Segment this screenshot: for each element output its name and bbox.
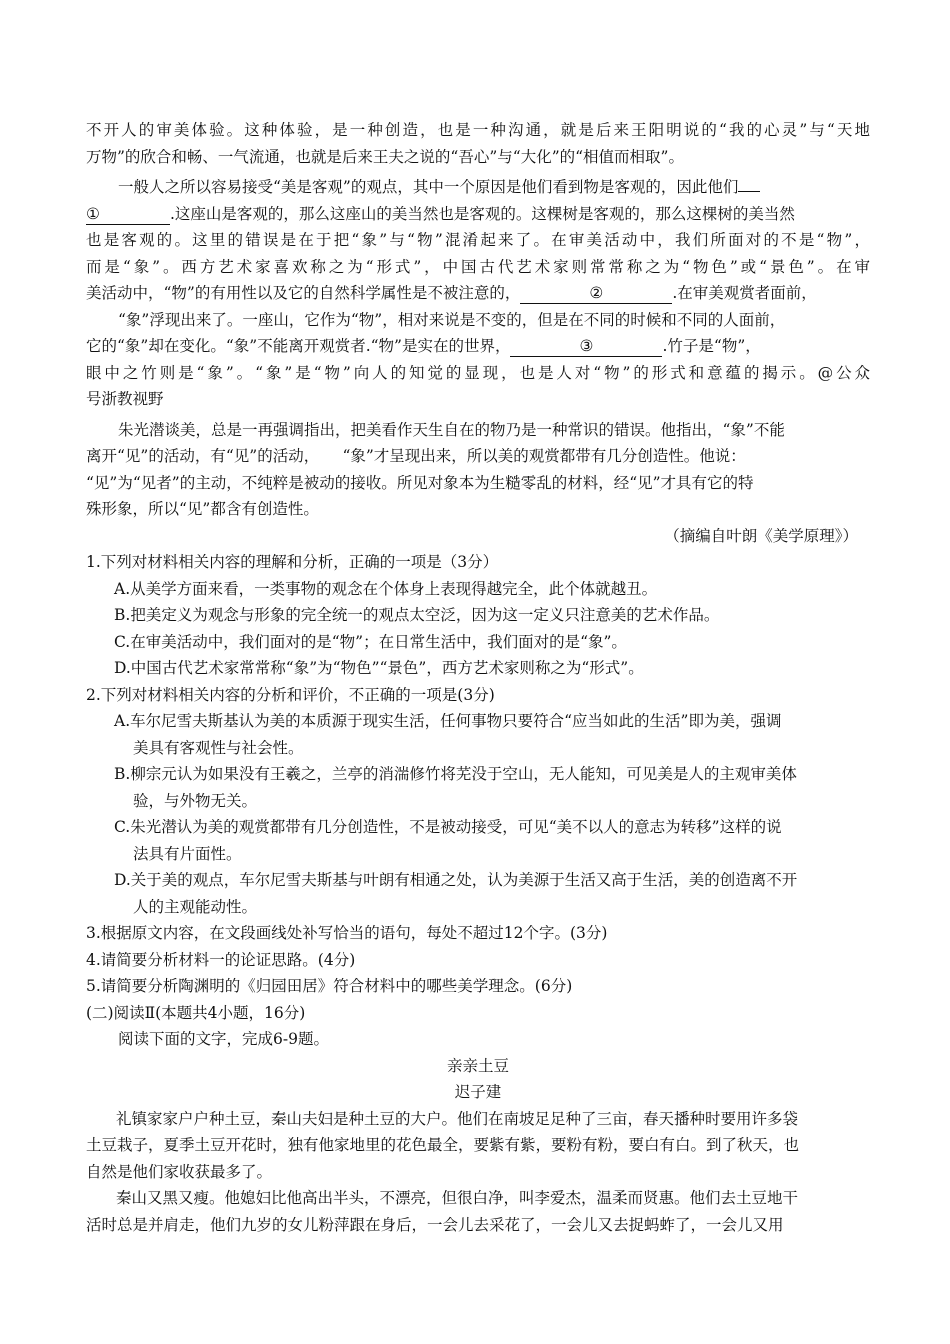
q3: 3.根据原文内容，在文段画线处补写恰当的语句，每处不超过12个字。(3分) bbox=[86, 924, 608, 942]
para2-line8: 眼中之竹则是“象”。“象”是“物”向人的知觉的显现，也是人对“物”的形式和意蕴的揭示。@公众 bbox=[86, 363, 870, 382]
para3-line1: 朱光潜谈美，总是一再强调指出，把美看作天生自在的物乃是一种常识的错误。他指出，“象”不能 bbox=[118, 420, 785, 439]
q1-option-c: C.在审美活动中，我们面对的是“物”；在日常生活中，我们面对的是“象”。 bbox=[114, 632, 627, 651]
story-para2-line1: 秦山又黑又瘦。他媳妇比他高出半头，不漂亮，但很白净，叫李爱杰，温柔而贤惠。他们去土豆地干 bbox=[116, 1189, 799, 1207]
story-para1-line1: 礼镇家家户户种土豆，秦山夫妇是种土豆的大户。他们在南坡足足种了三亩，春天播种时要用许多袋 bbox=[116, 1109, 799, 1128]
story-para2-line2: 活时总是并肩走，他们九岁的女儿粉萍跟在身后，一会儿去采花了，一会儿又去捉蚂蚱了，一会儿又用 bbox=[86, 1215, 784, 1234]
blank-3: ③ bbox=[510, 336, 662, 357]
q2-option-a-line1: A.车尔尼雪夫斯基认为美的本质源于现实生活，任何事物只要符合“应当如此的生活”即为美，强调 bbox=[114, 712, 782, 730]
q2-option-d-line2: 人的主观能动性。 bbox=[133, 897, 258, 916]
q1-stem: 1.下列对材料相关内容的理解和分析，正确的一项是（3分） bbox=[86, 553, 499, 571]
q4: 4.请简要分析材料一的论证思路。(4分) bbox=[86, 950, 356, 969]
para2-line2 bbox=[86, 201, 870, 228]
q2-option-b-line1: B.柳宗元认为如果没有王羲之，兰亭的消湍修竹将芜没于空山，无人能知，可见美是人的主观审美体 bbox=[114, 765, 797, 783]
source-citation: （摘编自叶朗《美学原理》） bbox=[664, 526, 858, 545]
q2-option-c-line1: C.朱光潜认为美的观赏都带有几分创造性，不是被动接受，可见“美不以人的意志为转移”这样的说 bbox=[114, 818, 782, 836]
story-para1-line3: 自然是他们家收获最多了。 bbox=[86, 1162, 273, 1181]
para2-line6: “象”浮现出来了。一座山，它作为“物”，相对来说是不变的，但是在不同的时候和不同的人面前， bbox=[118, 310, 786, 329]
para1-line2: 万物”的欣合和畅、一气流通，也就是后来王夫之说的“吾心”与“大化”的“相值而相取”。 bbox=[86, 147, 684, 166]
blank-1: ① bbox=[86, 204, 170, 225]
para3-line2: 离开“见”的活动，有“见”的活动， “象”才呈现出来，所以美的观赏都带有几分创造性。他说： bbox=[86, 447, 746, 465]
document-page bbox=[86, 117, 870, 1238]
para3-line4: 殊形象，所以“见”都含有创造性。 bbox=[86, 500, 319, 518]
q2-option-b-line2: 验，与外物无关。 bbox=[133, 791, 258, 810]
para2-line1 bbox=[86, 174, 870, 201]
story-para1-line2: 土豆栽子，夏季土豆开花时，独有他家地里的花色最全，要紫有紫，要粉有粉，要白有白。到了秋天，也 bbox=[86, 1136, 800, 1154]
para2-text: 美活动中，“物”的有用性以及它的自然科学属性是不被注意的， bbox=[86, 284, 521, 302]
blank-2: ② bbox=[520, 283, 672, 304]
blank-1-lead bbox=[738, 191, 760, 192]
section-heading: (二)阅读Ⅱ(本题共4小题，16分) bbox=[86, 1003, 306, 1022]
para2-line3: 也是客观的。这里的错误是在于把“象”与“物”混淆起来了。在审美活动中，我们所面对的不是“物”， bbox=[86, 231, 870, 249]
para2-text: .在审美观赏者面前， bbox=[672, 284, 817, 302]
para1-line1: 不开人的审美体验。这种体验，是一种创造，也是一种沟通，就是后来王阳明说的“我的心灵”与“天地 bbox=[86, 121, 870, 139]
story-author: 迟子建 bbox=[454, 1083, 502, 1101]
para2-line9: 号浙教视野 bbox=[86, 390, 164, 408]
q5: 5.请简要分析陶渊明的《归园田居》符合材料中的哪些美学理念。(6分) bbox=[86, 977, 573, 995]
q1-option-b: B.把美定义为观念与形象的完全统一的观点太空泛，因为这一定义只注意美的艺术作品。 bbox=[114, 606, 720, 624]
para2-text: .竹子是“物”， bbox=[662, 337, 761, 355]
q2-stem: 2.下列对材料相关内容的分析和评价，不正确的一项是(3分) bbox=[86, 685, 495, 704]
para2-line4: 而是“象”。西方艺术家喜欢称之为“形式”，中国古代艺术家则常常称之为“物色”或“景色”。在审 bbox=[86, 257, 870, 276]
para2-line7 bbox=[86, 333, 870, 360]
q1-option-d: D.中国古代艺术家常常称“象”为“物色”“景色”，西方艺术家则称之为“形式”。 bbox=[114, 659, 644, 677]
q2-option-a-line2: 美具有客观性与社会性。 bbox=[133, 738, 304, 757]
para2-line5 bbox=[86, 280, 870, 307]
section-instruction: 阅读下面的文字，完成6-9题。 bbox=[118, 1030, 329, 1048]
para2-text: .这座山是客观的，那么这座山的美当然也是客观的。这棵树是客观的，那么这棵树的美当然 bbox=[170, 204, 795, 223]
q1-option-a: A.从美学方面来看，一类事物的观念在个体身上表现得越完全，此个体就越丑。 bbox=[114, 579, 658, 598]
q2-option-d-line1: D.关于美的观点，车尔尼雪夫斯基与叶朗有相通之处，认为美源于生活又高于生活，美的创造离不开 bbox=[114, 871, 798, 889]
para2-text: 它的“象”却在变化。“象”不能离开观赏者.“物”是实在的世界， bbox=[86, 337, 511, 355]
para2-text: 一般人之所以容易接受“美是客观”的观点，其中一个原因是他们看到物是客观的，因此他们 bbox=[118, 178, 739, 196]
q2-option-c-line2: 法具有片面性。 bbox=[133, 844, 242, 863]
story-title: 亲亲土豆 bbox=[446, 1056, 509, 1075]
para3-line3: “见”为“见者”的主动，不纯粹是被动的接收。所见对象本为生糙零乱的材料，经“见”才具有它的特 bbox=[86, 473, 754, 492]
